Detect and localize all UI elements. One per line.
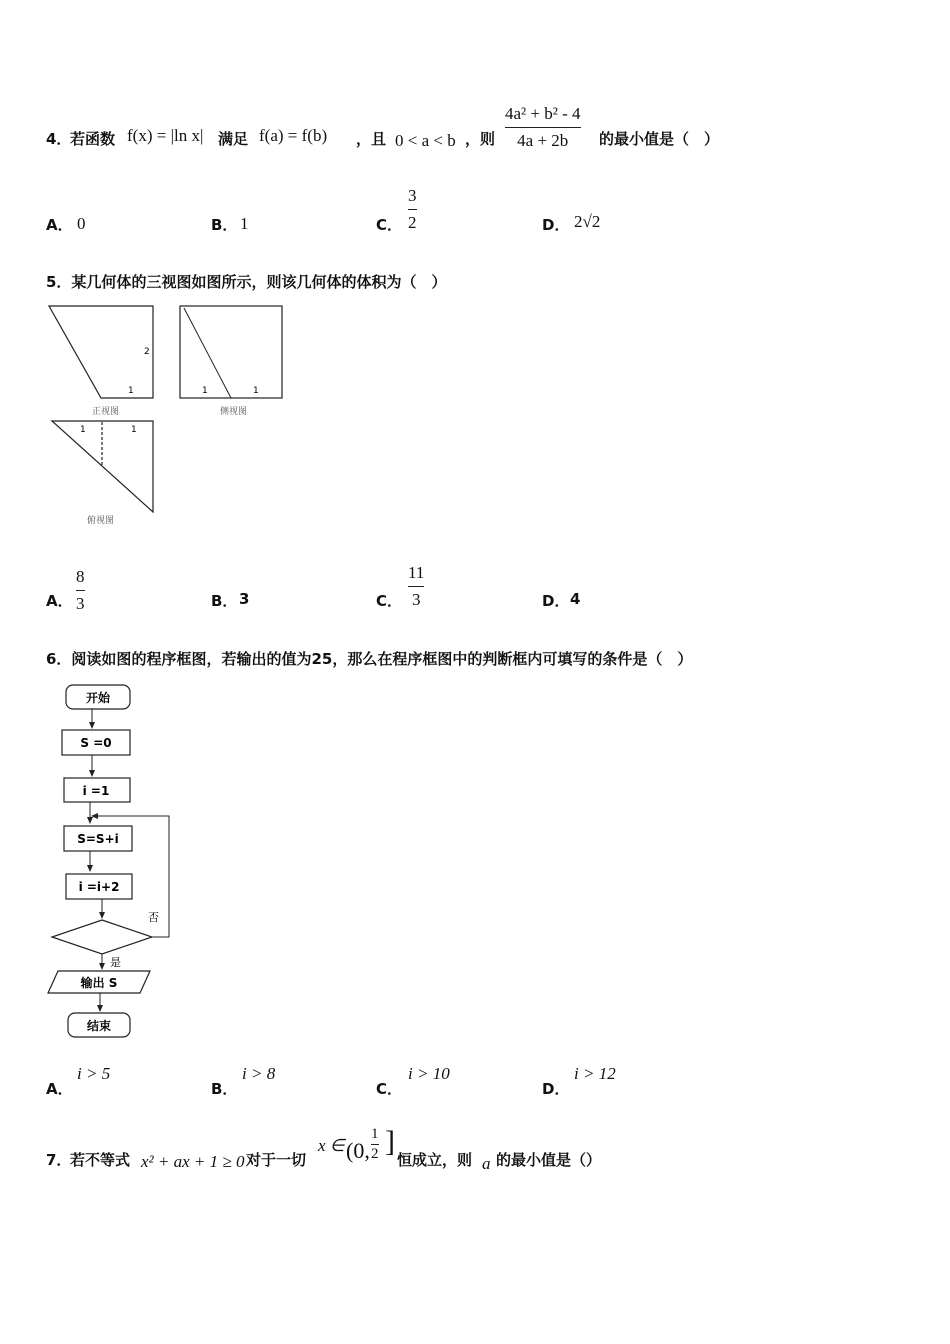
q7-domain-numerator: 1 [371,1126,379,1142]
q4-option-c-fraction [408,186,417,233]
q4-option-b-value: 1 [240,214,249,233]
q4-option-c-bar [408,209,417,210]
q4-text-2: 满足 [218,130,249,148]
q4-fraction-bar [505,127,581,128]
q4-option-a-label: A． [46,216,73,234]
front-view-caption: 正视图 [92,407,120,417]
q5-option-a-bar [76,590,85,591]
q4-option-d-label: D． [542,216,570,234]
q4-text-3: ，且 [356,130,387,148]
q5-option-a-numerator: 8 [76,567,85,586]
q4-option-c-numerator: 3 [408,186,417,205]
side-view-dim-right: 1 [253,386,259,396]
q5-option-c-numerator: 11 [408,563,425,582]
q5-option-a-fraction [76,567,85,614]
q6-option-b-value: i > 8 [242,1064,276,1083]
side-view-box [180,306,282,398]
side-view-caption: 侧视图 [220,407,248,417]
q5-option-a-label: A． [46,592,73,610]
flow-start-text: 开始 [85,691,111,705]
q7-domain-fraction [371,1126,379,1163]
q4-option-d-value: 2√2 [574,212,601,231]
q4-option-c-denominator: 2 [408,213,417,232]
q4-option-b-label: B． [211,216,238,234]
q6-option-a-label: A． [46,1080,73,1098]
flow-no-label: 否 [148,911,159,924]
q4-range: 0 < a < b [395,131,456,150]
flowchart [44,680,179,1045]
top-view [52,421,153,526]
side-view-dim-left: 1 [202,386,208,396]
q5-text: 5．某几何体的三视图如图所示，则该几何体的体积为（ ） [46,273,447,291]
flow-ss-text: S=S+i [77,832,119,846]
q6-option-c-value: i > 10 [408,1064,450,1083]
q4-text-4: ，则 [465,130,496,148]
q5-option-d-value: 4 [570,590,581,608]
front-view [49,306,153,417]
q4-number: 4． [46,130,72,148]
q4-text-1: 若函数 [70,130,116,148]
flow-s0-text: S =0 [80,736,112,750]
top-view-dim-left: 1 [80,425,86,435]
q7-text-1: 若不等式 [70,1151,131,1169]
q7-domain-denominator: 2 [371,1146,379,1162]
q7-number: 7． [46,1151,72,1169]
q5-option-b-label: B． [211,592,238,610]
q7-text-3: 恒成立，则 [397,1151,473,1169]
flow-decision [52,920,152,954]
flow-yes-label: 是 [110,956,121,969]
q5-option-c-label: C． [376,592,403,610]
q7-domain-right: ] [385,1125,395,1158]
q6-option-d-label: D． [542,1080,570,1098]
q4-option-a-value: 0 [77,214,86,233]
flow-output-text: 输出 S [80,976,118,990]
q4-option-c-label: C． [376,216,403,234]
top-view-dim-right: 1 [131,425,137,435]
q6-option-a-value: i > 5 [77,1064,111,1083]
q5-option-c-bar [408,586,424,587]
flow-ii-text: i =i+2 [78,880,120,894]
q5-option-b-value: 3 [239,590,250,608]
q7-text-2: 对于一切 [246,1151,307,1169]
q5-option-a-denominator: 3 [76,594,85,613]
q5-option-d-label: D． [542,592,570,610]
flow-end-text: 结束 [86,1019,112,1033]
q5-option-c-denominator: 3 [411,590,421,609]
q6-option-b-label: B． [211,1080,238,1098]
front-view-dim-bottom: 1 [128,386,134,396]
q4-fraction [505,104,581,151]
q7-variable: a [482,1154,491,1173]
q7-domain-bar [371,1144,379,1145]
q4-text-5: 的最小值是（ ） [599,130,720,148]
side-view-diagonal [184,308,231,398]
q7-inequality: x² + ax + 1 ≥ 0 [141,1152,245,1171]
q7-text-4: 的最小值是（） [496,1151,602,1169]
side-view [180,306,282,417]
q6-text: 6．阅读如图的程序框图，若输出的值为25，那么在程序框图中的判断框内可填写的条件是（ ） [46,650,693,668]
q6-option-d-value: i > 12 [574,1064,616,1083]
q7-domain-left: (0, [346,1138,370,1163]
three-view-figure [44,298,289,530]
q4-function: f(x) = |ln x| [127,126,204,145]
q4-fraction-denominator: 4a + 2b [517,131,569,150]
q4-condition: f(a) = f(b) [259,126,328,145]
q4-fraction-numerator: 4a² + b² - 4 [505,104,581,123]
flow-i1-text: i =1 [82,784,110,798]
front-view-dim-side: 2 [144,347,150,357]
q7-domain-prefix: x ∈ [318,1136,345,1155]
top-view-caption: 俯视图 [87,516,115,526]
q6-option-c-label: C． [376,1080,403,1098]
q5-option-c-fraction [408,563,424,610]
front-view-shape [49,306,153,398]
